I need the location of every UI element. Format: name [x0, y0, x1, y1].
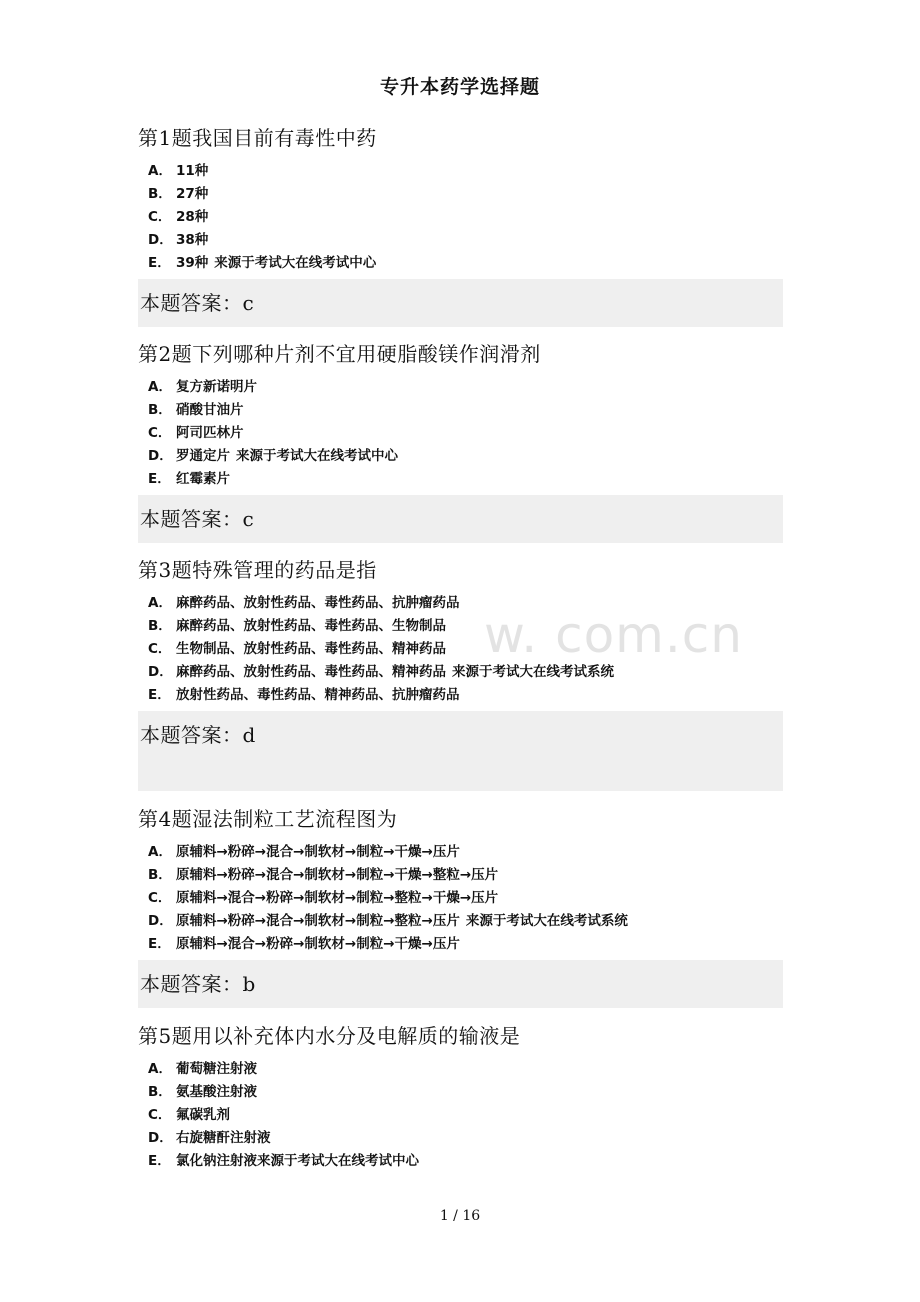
option-letter: A．: [148, 844, 172, 860]
option-text: 罗通定片: [176, 448, 230, 464]
option-text: 原辅料→混合→粉碎→制软材→制粒→干燥→压片: [176, 936, 460, 952]
option-letter: D．: [148, 448, 173, 464]
option-c[interactable]: [148, 887, 783, 910]
option-text: 生物制品、放射性药品、毒性药品、精神药品: [176, 641, 446, 657]
option-note: 来源于考试大在线考试中心: [236, 448, 398, 464]
question-title: 第3题特殊管理的药品是指: [138, 558, 377, 582]
option-e[interactable]: [148, 933, 783, 956]
option-text: 阿司匹林片: [176, 425, 244, 441]
option-text: 39种: [176, 255, 209, 271]
question-3: [138, 556, 783, 791]
option-note: 来源于考试大在线考试系统: [452, 664, 614, 680]
question-title: 第1题我国目前有毒性中药: [138, 126, 377, 150]
option-letter: C．: [148, 641, 172, 657]
option-letter: D．: [148, 1130, 173, 1146]
option-text: 27种: [176, 186, 209, 202]
option-b[interactable]: [148, 1081, 783, 1104]
option-a[interactable]: [148, 376, 783, 399]
option-letter: B．: [148, 1084, 172, 1100]
page-title: 专升本药学选择题: [379, 76, 540, 98]
option-e[interactable]: [148, 684, 783, 707]
option-letter: B．: [148, 867, 172, 883]
answer-box: 本题答案：c: [138, 279, 783, 327]
option-text: 葡萄糖注射液: [176, 1061, 257, 1077]
option-a[interactable]: [148, 841, 783, 864]
answer-box: 本题答案：d: [138, 711, 783, 791]
option-text: 11种: [176, 163, 209, 179]
option-b[interactable]: [148, 615, 783, 638]
option-text: 原辅料→粉碎→混合→制软材→制粒→干燥→整粒→压片: [176, 867, 499, 883]
option-letter: D．: [148, 664, 173, 680]
option-note: 来源于考试大在线考试系统: [465, 913, 628, 929]
option-d[interactable]: [148, 1127, 783, 1150]
option-letter: E．: [148, 1153, 171, 1169]
option-text: 放射性药品、毒性药品、精神药品、抗肿瘤药品: [176, 687, 460, 703]
question-title: 第2题下列哪种片剂不宜用硬脂酸镁作润滑剂: [138, 342, 541, 366]
option-list: [148, 841, 783, 956]
option-text: 原辅料→粉碎→混合→制软材→制粒→干燥→压片: [176, 844, 460, 860]
option-letter: E．: [148, 255, 171, 271]
option-d[interactable]: [148, 229, 783, 252]
option-letter: B．: [148, 618, 172, 634]
option-text: 右旋糖酐注射液: [176, 1130, 271, 1146]
option-letter: C．: [148, 1107, 172, 1123]
option-text: 38种: [176, 232, 209, 248]
option-c[interactable]: [148, 638, 783, 661]
option-note: 来源于考试大在线考试中心: [214, 255, 377, 271]
option-b[interactable]: [148, 183, 783, 206]
option-letter: C．: [148, 209, 172, 225]
option-letter: B．: [148, 186, 172, 202]
option-letter: D．: [148, 913, 173, 929]
option-letter: A．: [148, 1061, 172, 1077]
option-e[interactable]: [148, 1150, 783, 1173]
option-text: 28种: [176, 209, 209, 225]
watermark: w. com.cn: [484, 606, 743, 664]
option-list: [148, 1058, 783, 1173]
option-list: [148, 160, 783, 275]
option-text: 原辅料→粉碎→混合→制软材→制粒→整粒→压片: [176, 913, 460, 929]
option-text: 麻醉药品、放射性药品、毒性药品、精神药品: [176, 664, 446, 680]
answer-box: 本题答案：b: [138, 960, 783, 1008]
option-e[interactable]: [148, 468, 783, 491]
option-b[interactable]: [148, 864, 783, 887]
option-letter: A．: [148, 595, 172, 611]
option-e[interactable]: [148, 252, 783, 275]
question-title: 第5题用以补充体内水分及电解质的输液是: [138, 1024, 521, 1048]
option-text: 麻醉药品、放射性药品、毒性药品、抗肿瘤药品: [176, 595, 460, 611]
option-letter: D．: [148, 232, 173, 248]
option-d[interactable]: [148, 445, 783, 468]
option-text: 复方新诺明片: [176, 379, 257, 395]
question-5: [138, 1022, 783, 1177]
option-letter: A．: [148, 163, 172, 179]
option-c[interactable]: [148, 422, 783, 445]
question-4: [138, 805, 783, 1008]
page-number: 1 / 16: [439, 1208, 481, 1224]
answer-box: 本题答案：c: [138, 495, 783, 543]
option-a[interactable]: [148, 160, 783, 183]
option-list: [148, 376, 783, 491]
option-a[interactable]: [148, 592, 783, 615]
option-letter: B．: [148, 402, 172, 418]
option-a[interactable]: [148, 1058, 783, 1081]
option-c[interactable]: [148, 1104, 783, 1127]
option-letter: A．: [148, 379, 172, 395]
option-letter: E．: [148, 936, 171, 952]
option-letter: E．: [148, 471, 171, 487]
option-d[interactable]: [148, 661, 783, 684]
option-text: 氟碳乳剂: [176, 1107, 230, 1123]
question-1: [138, 124, 783, 327]
option-list: [148, 592, 783, 707]
option-letter: C．: [148, 425, 172, 441]
question-title: 第4题湿法制粒工艺流程图为: [138, 807, 398, 831]
question-2: [138, 340, 783, 543]
option-text: 硝酸甘油片: [176, 402, 244, 418]
option-text: 原辅料→混合→粉碎→制软材→制粒→整粒→干燥→压片: [176, 890, 499, 906]
option-text: 氯化钠注射液来源于考试大在线考试中心: [176, 1153, 419, 1169]
option-b[interactable]: [148, 399, 783, 422]
option-letter: E．: [148, 687, 171, 703]
option-text: 麻醉药品、放射性药品、毒性药品、生物制品: [176, 618, 446, 634]
option-d[interactable]: [148, 910, 783, 933]
option-c[interactable]: [148, 206, 783, 229]
option-text: 红霉素片: [176, 471, 230, 487]
option-text: 氨基酸注射液: [176, 1084, 257, 1100]
option-letter: C．: [148, 890, 172, 906]
